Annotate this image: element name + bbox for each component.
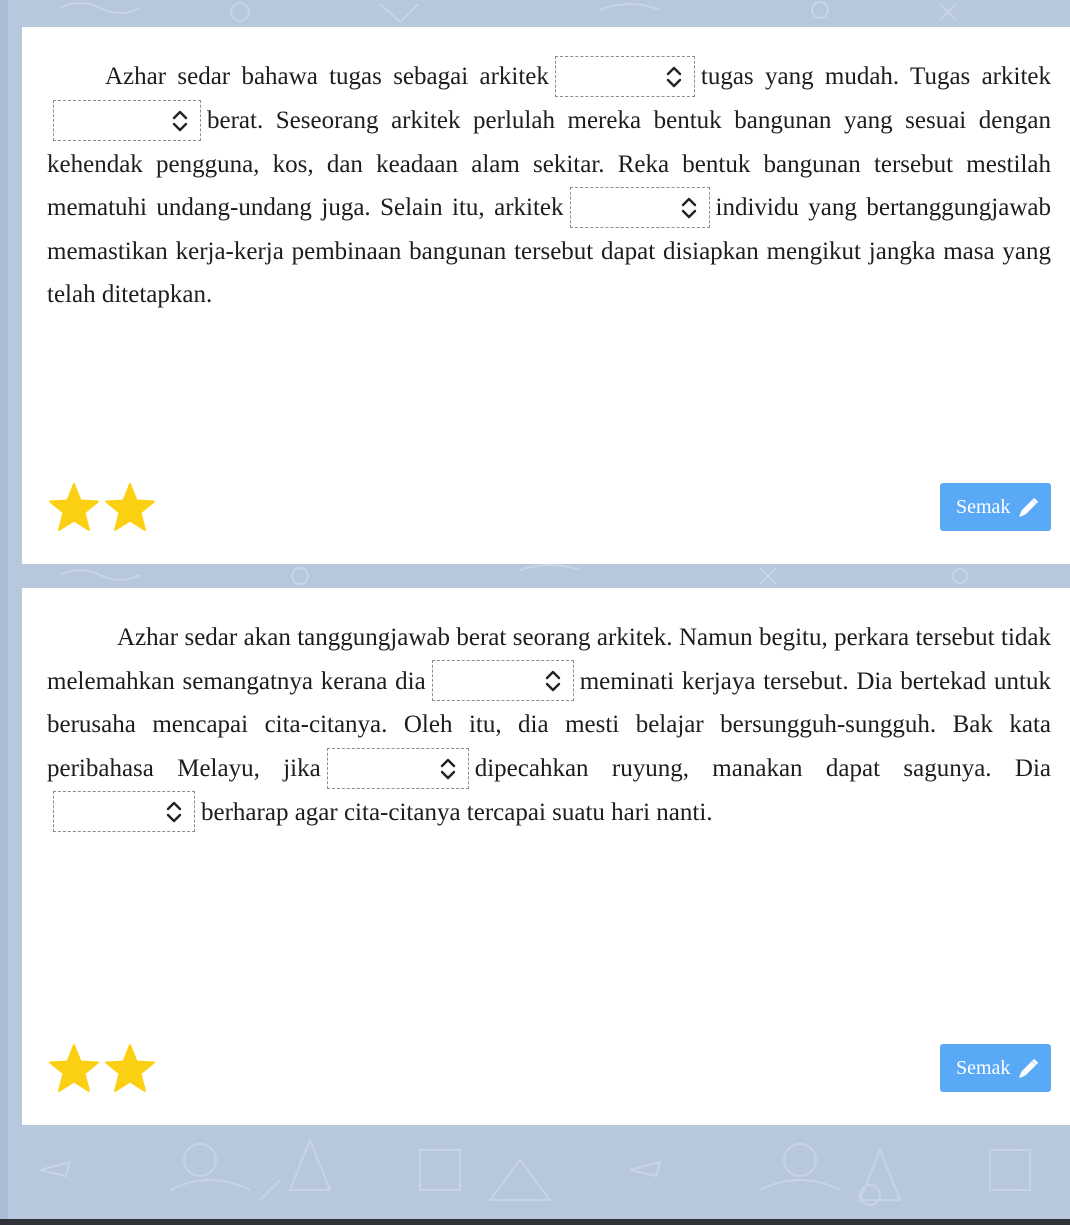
star-rating	[48, 1043, 156, 1095]
passage-segment: tugas yang mudah. Tugas arkitek	[700, 63, 1051, 90]
bottom-bar	[0, 1219, 1070, 1225]
answer-dropdown-2[interactable]	[53, 100, 201, 141]
check-button-label: Semak	[956, 1057, 1011, 1079]
passage-segment: Azhar sedar bahawa tugas sebagai arkitek	[105, 63, 549, 90]
chevron-up-down-icon	[440, 758, 456, 780]
passage-segment: Azhar sedar akan tanggungjawab berat seorang arkitek. Namun begitu, perkara tersebut tidak melemahkan semangatnya kerana dia	[47, 624, 1051, 695]
pencil-icon	[1017, 497, 1039, 519]
passage-text	[47, 55, 1051, 317]
answer-dropdown-3[interactable]	[570, 187, 710, 228]
check-button[interactable]	[940, 483, 1051, 531]
star-rating	[48, 482, 156, 534]
answer-dropdown-1[interactable]	[555, 56, 695, 97]
passage-segment: individu yang bertanggungjawab memastikan kerja-kerja pembinaan bangunan tersebut dapat disiapkan mengikut jangka masa yang telah ditetapkan.	[47, 194, 1052, 309]
pencil-icon	[1017, 1058, 1039, 1080]
check-button[interactable]	[940, 1044, 1051, 1092]
chevron-up-down-icon	[666, 66, 682, 88]
star-icon	[48, 482, 100, 534]
passage-segment: meminati kerjaya tersebut. Dia bertekad untuk berusaha mencapai cita-citanya. Oleh itu, dia mesti belajar bersungguh-sungguh. Bak kata peribahasa Melayu, jika	[47, 667, 1051, 782]
chevron-up-down-icon	[545, 670, 561, 692]
passage-segment: dipecahkan ruyung, manakan dapat sagunya. Dia	[474, 754, 1052, 782]
star-icon	[48, 1043, 100, 1095]
exercise-card-2	[22, 588, 1070, 1125]
chevron-up-down-icon	[166, 801, 182, 823]
answer-dropdown-4[interactable]	[432, 660, 574, 701]
passage-segment: berharap agar cita-citanya tercapai suatu hari nanti.	[201, 798, 713, 826]
page-left-edge	[0, 0, 8, 1225]
answer-dropdown-5[interactable]	[327, 748, 469, 789]
chevron-up-down-icon	[172, 110, 188, 132]
passage-text	[47, 616, 1051, 834]
passage-segment: berat. Seseorang arkitek perlulah mereka bentuk bangunan yang sesuai dengan kehendak pengguna, kos, dan keadaan alam sekitar. Reka bentuk bangunan tersebut mestilah mematuhi undang-undang juga. Selain itu, arkitek	[47, 106, 1051, 222]
answer-dropdown-6[interactable]	[53, 791, 195, 832]
check-button-label: Semak	[956, 496, 1011, 518]
chevron-up-down-icon	[681, 197, 697, 219]
exercise-card-1	[22, 27, 1070, 564]
star-icon	[104, 1043, 156, 1095]
star-icon	[104, 482, 156, 534]
